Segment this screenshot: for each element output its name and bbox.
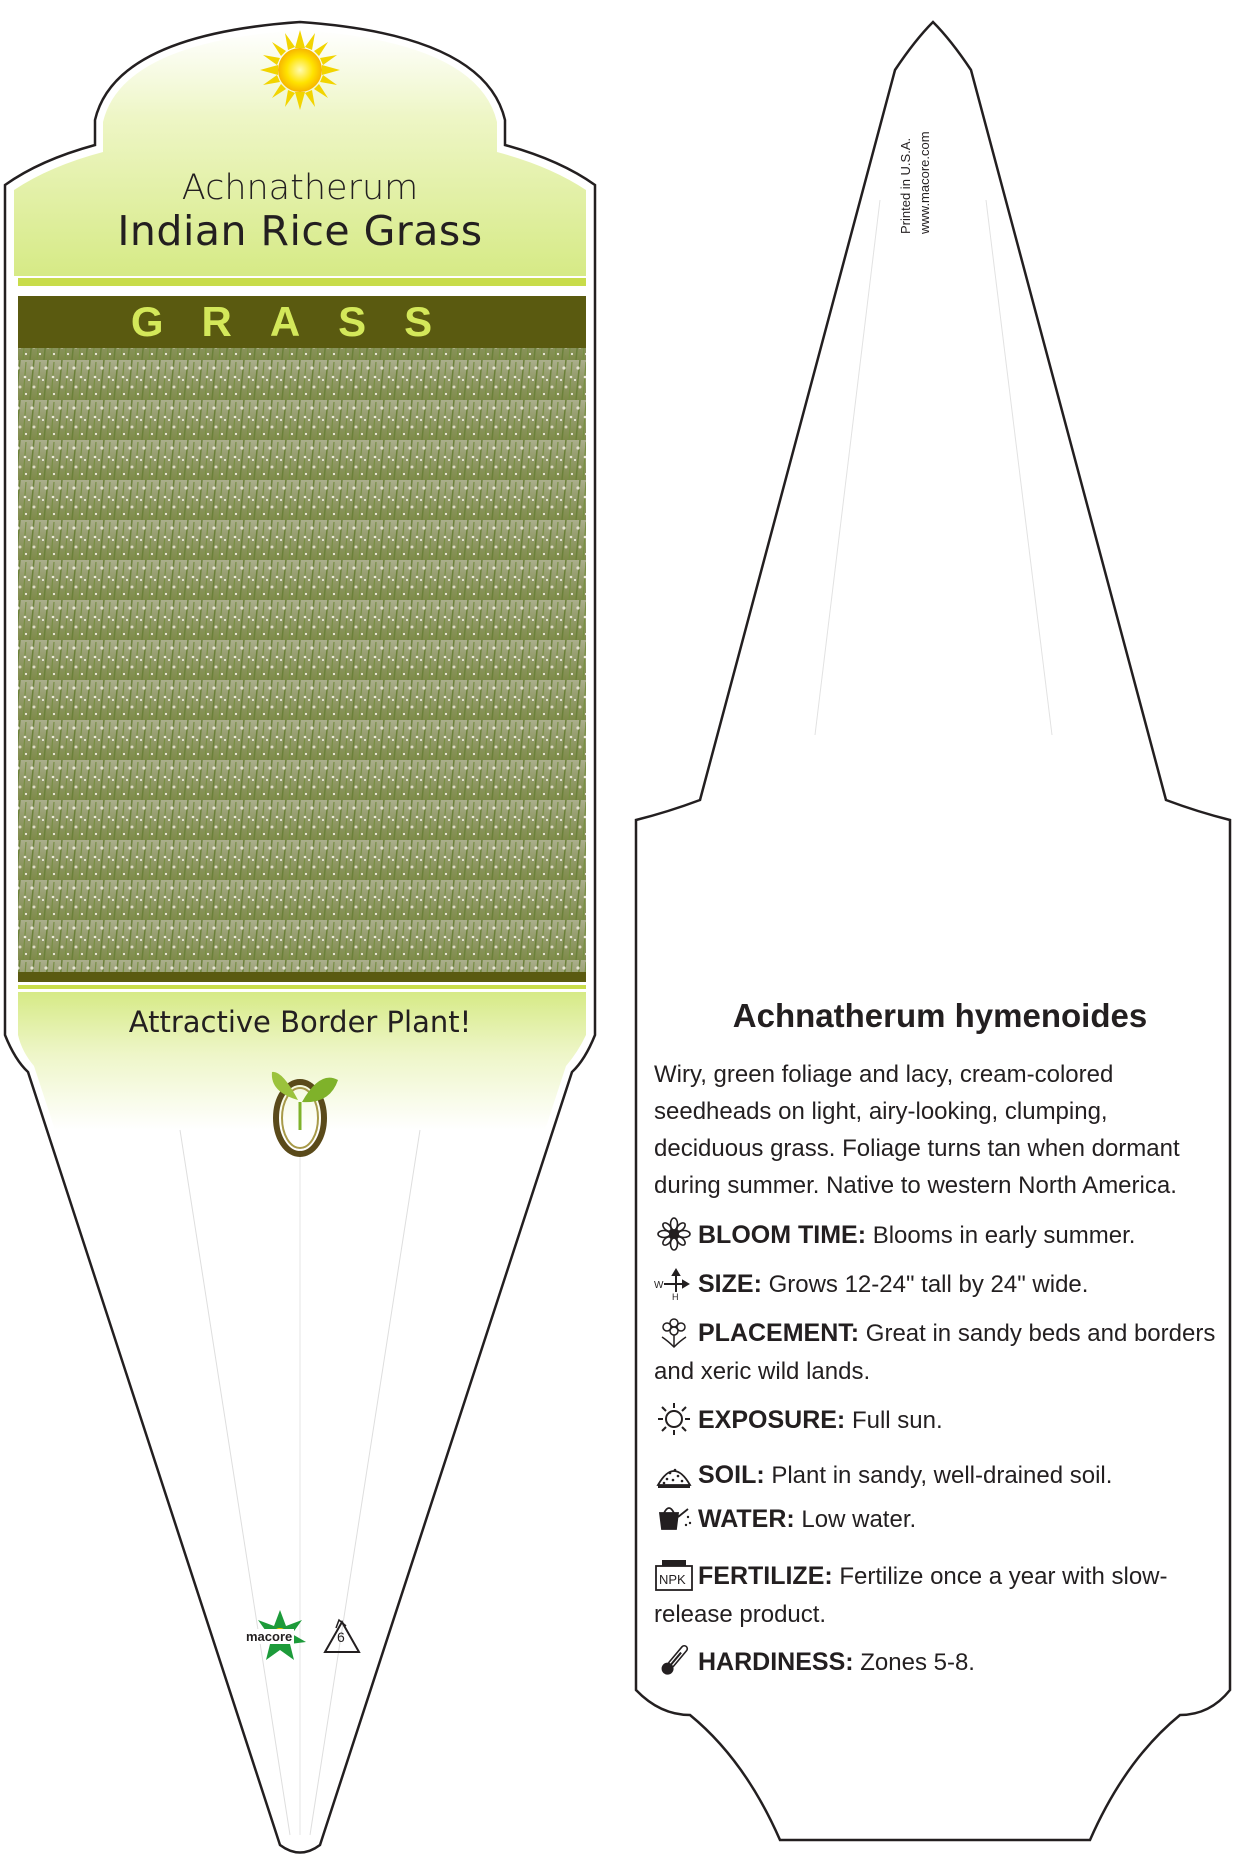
attr-label: PLACEMENT: [698, 1319, 860, 1347]
svg-text:NPK: NPK [659, 1572, 686, 1587]
watering-can-icon [654, 1501, 694, 1535]
attr-size [654, 1265, 1224, 1304]
soil-pile-icon [654, 1457, 694, 1491]
attr-value: Zones 5-8. [860, 1649, 975, 1676]
attr-value: Blooms in early summer. [872, 1222, 1136, 1249]
brand-name: macore [246, 1629, 293, 1644]
svg-text:H: H [672, 1292, 679, 1300]
svg-text:W: W [654, 1280, 664, 1291]
recycle-number: 6 [337, 1629, 345, 1645]
plant-category: GRASS [130, 298, 471, 345]
attr-label: WATER: [698, 1505, 795, 1533]
plant-description: Wiry, green foliage and lacy, cream-colored seedheads on light, airy-looking, clumping, deciduous grass. Foliage turns tan when dormant during summer. Native to western North America. [654, 1061, 1180, 1199]
attr-label: HARDINESS: [698, 1648, 854, 1676]
attr-value: Fertilize once a year with slow-release product. [654, 1563, 1168, 1628]
attr-soil [654, 1456, 1224, 1495]
attr-fertilize [654, 1557, 1224, 1634]
size-arrows-icon [654, 1266, 694, 1300]
botanical-name: Achnatherum hymenoides [732, 997, 1148, 1034]
attr-value: Low water. [801, 1506, 917, 1533]
attr-water [654, 1500, 1224, 1539]
attr-label: SOIL: [698, 1461, 765, 1489]
flower-icon [654, 1217, 694, 1251]
plant-genus: Achnatherum [181, 168, 419, 208]
attr-label: SIZE: [698, 1270, 762, 1298]
npk-fertilizer-icon [654, 1558, 694, 1592]
attr-hardiness [654, 1643, 1224, 1682]
sun-icon [260, 30, 340, 110]
thermometer-icon [654, 1644, 694, 1678]
attr-exposure [654, 1401, 1224, 1440]
printed-in [896, 14, 934, 234]
printed-line-1: Printed in U.S.A. [898, 137, 913, 234]
attr-value: Great in sandy beds and borders and xeric wild lands. [654, 1320, 1216, 1385]
attr-label: FERTILIZE: [698, 1562, 833, 1590]
placement-plant-icon [654, 1315, 694, 1349]
attr-value: Grows 12-24" tall by 24" wide. [768, 1271, 1089, 1298]
attr-placement [654, 1314, 1224, 1391]
plant-common-name: Indian Rice Grass [117, 207, 483, 255]
printed-line-2: www.macore.com [917, 131, 932, 234]
sun-exposure-icon [654, 1402, 694, 1436]
attr-label: BLOOM TIME: [698, 1221, 867, 1249]
plant-tagline: Attractive Border Plant! [128, 1005, 472, 1039]
attr-value: Plant in sandy, well-drained soil. [771, 1462, 1113, 1489]
attr-value: Full sun. [851, 1407, 943, 1434]
attr-bloom-time [654, 1216, 1224, 1255]
attr-label: EXPOSURE: [698, 1406, 846, 1434]
